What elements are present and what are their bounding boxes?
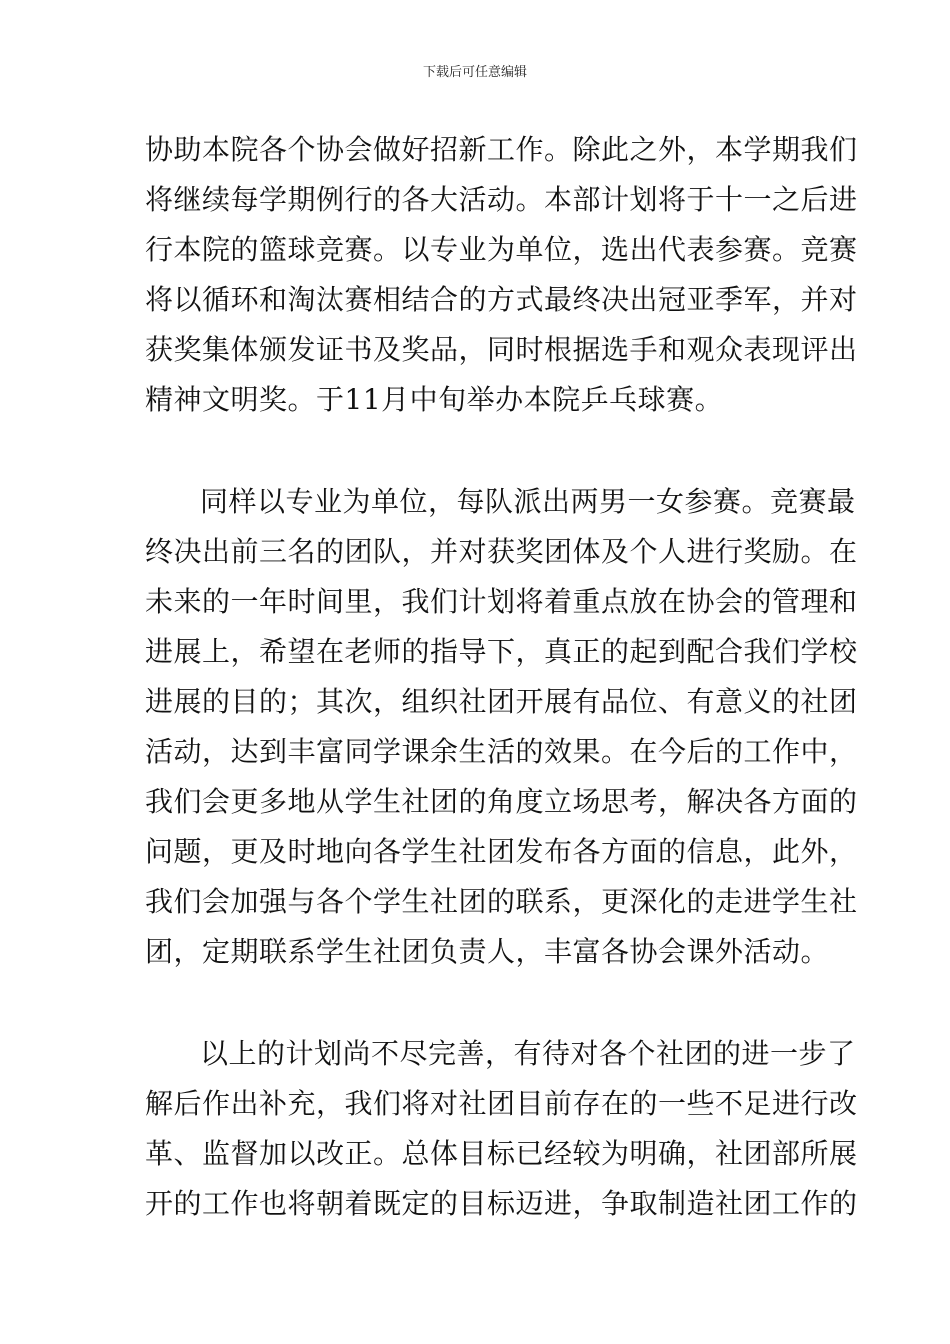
- paragraph-2: [145, 477, 858, 977]
- text-line: 开的工作也将朝着既定的目标迈进，争取制造社团工作的: [145, 1187, 858, 1220]
- text-line: 以上的计划尚不尽完善，有待对各个社团的进一步了: [200, 1037, 856, 1070]
- text-line: 进展上，希望在老师的指导下，真正的起到配合我们学校: [145, 635, 858, 668]
- text-line: 活动，达到丰富同学课余生活的效果。在今后的工作中，: [145, 735, 858, 768]
- text-line: 团，定期联系学生社团负责人，丰富各协会课外活动。: [145, 935, 830, 968]
- text-line: 精神文明奖。于11月中旬举办本院乒乓球赛。: [145, 383, 724, 416]
- text-line: 将以循环和淘汰赛相结合的方式最终决出冠亚季军，并对: [145, 283, 858, 316]
- paragraph-spacer: [145, 977, 805, 1029]
- text-line: 同样以专业为单位，每队派出两男一女参赛。竞赛最: [200, 485, 856, 518]
- text-line: 终决出前三名的团队，并对获奖团体及个人进行奖励。在: [145, 535, 858, 568]
- document-body: [145, 125, 858, 1229]
- paragraph-1: [145, 125, 858, 425]
- page-header: 下载后可任意编辑: [422, 65, 527, 80]
- text-line: 进展的目的；其次，组织社团开展有品位、有意义的社团: [145, 685, 858, 718]
- text-line: 行本院的篮球竞赛。以专业为单位，选出代表参赛。竞赛: [145, 233, 858, 266]
- text-line: 未来的一年时间里，我们计划将着重点放在协会的管理和: [145, 585, 858, 618]
- text-line: 革、监督加以改正。总体目标已经较为明确，社团部所展: [145, 1137, 858, 1170]
- text-line: 协助本院各个协会做好招新工作。除此之外，本学期我们: [145, 133, 858, 166]
- paragraph-spacer: [145, 425, 805, 477]
- paragraph-3: [145, 1029, 858, 1229]
- text-line: 解后作出补充，我们将对社团目前存在的一些不足进行改: [145, 1087, 858, 1120]
- text-line: 获奖集体颁发证书及奖品，同时根据选手和观众表现评出: [145, 333, 858, 366]
- text-line: 问题，更及时地向各学生社团发布各方面的信息，此外，: [145, 835, 858, 868]
- text-line: 将继续每学期例行的各大活动。本部计划将于十一之后进: [145, 183, 858, 216]
- text-line: 我们会更多地从学生社团的角度立场思考，解决各方面的: [145, 785, 858, 818]
- text-line: 我们会加强与各个学生社团的联系，更深化的走进学生社: [145, 885, 858, 918]
